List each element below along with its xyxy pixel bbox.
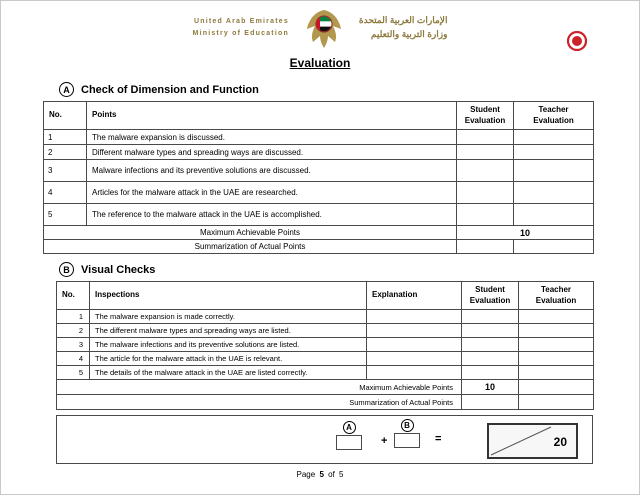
org-ar-line1: الإمارات العربية المتحدة bbox=[358, 15, 448, 25]
footer-prefix: Page bbox=[296, 470, 316, 479]
row-number: 1 bbox=[57, 310, 90, 324]
ministry-name-english bbox=[193, 16, 289, 40]
col-header-inspections: Inspections bbox=[90, 282, 367, 310]
score-a-field bbox=[336, 435, 362, 450]
visual-checks-table bbox=[56, 281, 594, 410]
max-points-label: Maximum Achievable Points bbox=[57, 380, 462, 395]
teacher-evaluation-cell bbox=[519, 324, 594, 338]
row-text: The malware expansion is discussed. bbox=[87, 130, 457, 145]
col-header-student-evaluation bbox=[462, 282, 519, 310]
sum-teacher-cell bbox=[519, 395, 594, 410]
table-row bbox=[44, 204, 594, 226]
explanation-cell bbox=[367, 366, 462, 380]
teacher-evaluation-cell bbox=[514, 145, 594, 160]
sum-points-label: Summarization of Actual Points bbox=[57, 395, 462, 410]
score-a-group bbox=[336, 421, 362, 450]
student-header-line2: Evaluation bbox=[469, 295, 511, 305]
student-evaluation-cell bbox=[457, 145, 514, 160]
student-evaluation-cell bbox=[462, 324, 519, 338]
col-header-student-evaluation bbox=[457, 102, 514, 130]
score-b-group bbox=[394, 419, 420, 448]
score-summary-box bbox=[56, 415, 593, 464]
sum-points-row bbox=[44, 240, 594, 254]
row-number: 4 bbox=[44, 182, 87, 204]
sum-points-label: Summarization of Actual Points bbox=[44, 240, 457, 254]
dimension-function-table bbox=[43, 101, 594, 254]
student-header-line1: Student bbox=[475, 285, 505, 295]
table-row bbox=[57, 366, 594, 380]
red-seal-icon bbox=[567, 31, 587, 56]
row-number: 4 bbox=[57, 352, 90, 366]
table-row bbox=[57, 310, 594, 324]
row-number: 3 bbox=[44, 160, 87, 182]
max-points-row bbox=[44, 226, 594, 240]
section-b-heading bbox=[59, 262, 639, 277]
explanation-cell bbox=[367, 310, 462, 324]
section-a-badge: A bbox=[59, 82, 74, 97]
student-evaluation-cell bbox=[457, 130, 514, 145]
col-header-no: No. bbox=[44, 102, 87, 130]
table-row bbox=[57, 324, 594, 338]
page-title: Evaluation bbox=[289, 56, 351, 70]
score-a-badge: A bbox=[343, 421, 356, 434]
col-header-explanation: Explanation bbox=[367, 282, 462, 310]
score-b-badge: B bbox=[401, 419, 414, 432]
teacher-header-line1: Teacher bbox=[538, 105, 569, 115]
row-text: The article for the malware attack in the UAE is relevant. bbox=[90, 352, 367, 366]
section-a-title: Check of Dimension and Function bbox=[81, 83, 259, 96]
col-header-teacher-evaluation bbox=[514, 102, 594, 130]
row-text: Malware infections and its preventive solutions are discussed. bbox=[87, 160, 457, 182]
max-points-value: 10 bbox=[457, 226, 594, 240]
teacher-evaluation-cell bbox=[514, 130, 594, 145]
plus-sign: + bbox=[381, 435, 388, 447]
page-footer bbox=[1, 470, 639, 479]
table-row bbox=[44, 182, 594, 204]
sum-points-row bbox=[57, 395, 594, 410]
total-score-box bbox=[487, 423, 578, 459]
row-number: 2 bbox=[57, 324, 90, 338]
row-text: The malware infections and its preventive solutions are listed. bbox=[90, 338, 367, 352]
student-evaluation-cell bbox=[462, 366, 519, 380]
score-b-field bbox=[394, 433, 420, 448]
row-text: The malware expansion is made correctly. bbox=[90, 310, 367, 324]
student-evaluation-cell bbox=[462, 352, 519, 366]
row-number: 2 bbox=[44, 145, 87, 160]
footer-of-word: of bbox=[328, 470, 335, 479]
table-row bbox=[44, 130, 594, 145]
row-text: The reference to the malware attack in the UAE is accomplished. bbox=[87, 204, 457, 226]
table-row bbox=[57, 338, 594, 352]
max-points-row bbox=[57, 380, 594, 395]
section-b-badge: B bbox=[59, 262, 74, 277]
teacher-evaluation-cell bbox=[514, 160, 594, 182]
student-evaluation-cell bbox=[462, 338, 519, 352]
row-number: 1 bbox=[44, 130, 87, 145]
row-text: The details of the malware attack in the UAE are listed correctly. bbox=[90, 366, 367, 380]
explanation-cell bbox=[367, 338, 462, 352]
student-header-line1: Student bbox=[470, 105, 500, 115]
student-evaluation-cell bbox=[462, 310, 519, 324]
org-en-line2: Ministry of Education bbox=[192, 29, 289, 37]
section-a-heading bbox=[59, 82, 639, 97]
table-row bbox=[57, 352, 594, 366]
teacher-evaluation-cell bbox=[519, 310, 594, 324]
table-row bbox=[44, 160, 594, 182]
col-header-no: No. bbox=[57, 282, 90, 310]
teacher-evaluation-cell bbox=[514, 204, 594, 226]
explanation-cell bbox=[367, 324, 462, 338]
explanation-cell bbox=[367, 352, 462, 366]
row-text: The different malware types and spreading ways are listed. bbox=[90, 324, 367, 338]
student-evaluation-cell bbox=[457, 204, 514, 226]
max-points-value: 10 bbox=[462, 380, 519, 395]
footer-page-number: 5 bbox=[319, 470, 324, 479]
col-header-teacher-evaluation bbox=[519, 282, 594, 310]
row-text: Articles for the malware attack in the UAE are researched. bbox=[87, 182, 457, 204]
teacher-header-line1: Teacher bbox=[540, 285, 572, 295]
max-points-label: Maximum Achievable Points bbox=[44, 226, 457, 240]
student-header-line2: Evaluation bbox=[464, 115, 506, 125]
org-en-line1: United Arab Emirates bbox=[193, 18, 289, 25]
footer-total-pages: 5 bbox=[339, 470, 344, 479]
uae-falcon-emblem-icon bbox=[303, 9, 345, 54]
section-b-title: Visual Checks bbox=[81, 263, 156, 276]
teacher-evaluation-cell bbox=[519, 338, 594, 352]
table-a-header-row bbox=[44, 102, 594, 130]
table-b-header-row bbox=[57, 282, 594, 310]
table-row bbox=[44, 145, 594, 160]
row-number: 5 bbox=[57, 366, 90, 380]
sum-teacher-cell bbox=[514, 240, 594, 254]
student-evaluation-cell bbox=[457, 182, 514, 204]
row-number: 3 bbox=[57, 338, 90, 352]
org-ar-line2: وزارة التربية والتعليم bbox=[370, 28, 448, 39]
col-header-points: Points bbox=[87, 102, 457, 130]
row-text: Different malware types and spreading ways are discussed. bbox=[87, 145, 457, 160]
equals-sign: = bbox=[435, 433, 442, 445]
teacher-evaluation-cell bbox=[519, 380, 594, 395]
ministry-name-arabic bbox=[359, 14, 448, 41]
total-score-value: 20 bbox=[553, 435, 567, 449]
teacher-evaluation-cell bbox=[519, 366, 594, 380]
teacher-header-line2: Evaluation bbox=[533, 115, 574, 125]
sum-student-cell bbox=[462, 395, 519, 410]
student-evaluation-cell bbox=[457, 160, 514, 182]
document-header bbox=[1, 9, 639, 55]
teacher-evaluation-cell bbox=[514, 182, 594, 204]
sum-student-cell bbox=[457, 240, 514, 254]
row-number: 5 bbox=[44, 204, 87, 226]
teacher-evaluation-cell bbox=[519, 352, 594, 366]
teacher-header-line2: Evaluation bbox=[535, 295, 577, 305]
